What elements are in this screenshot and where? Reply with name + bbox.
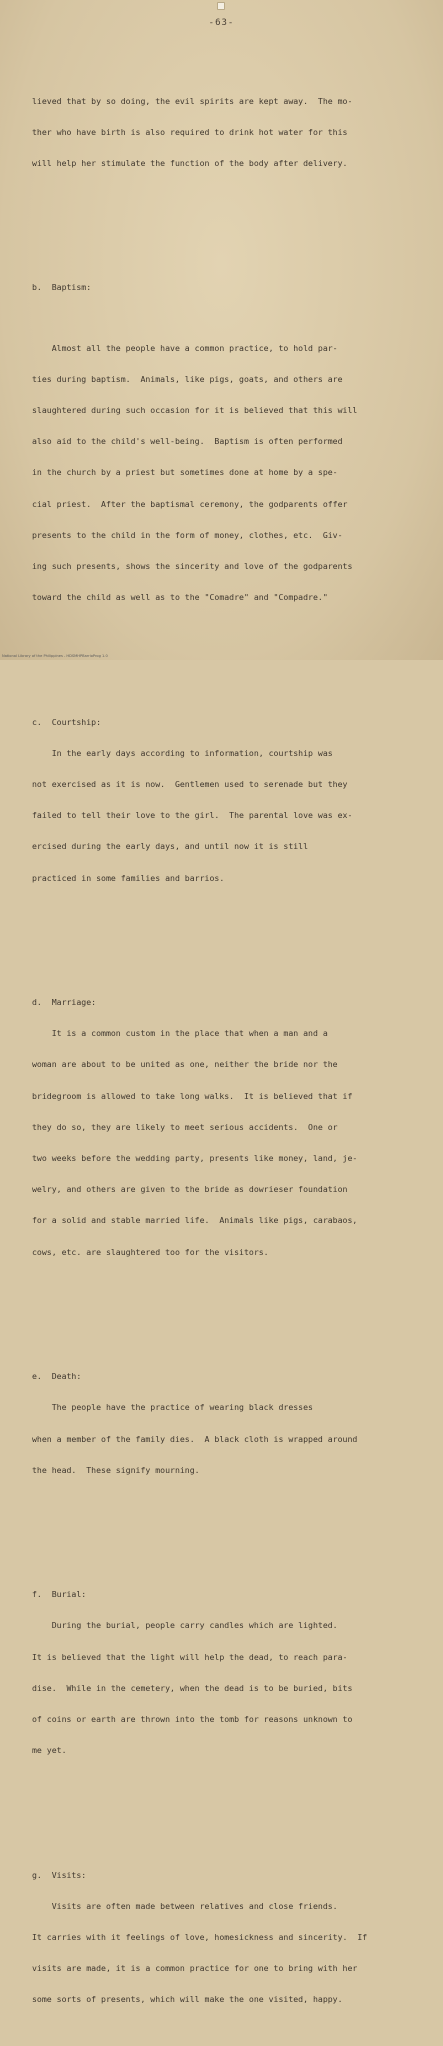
section-heading: d. Marriage: (32, 997, 97, 1008)
text-line: of coins or earth are thrown into the tomb for reasons unknown to (32, 1714, 353, 1724)
section-baptism (32, 262, 424, 624)
section-heading: c. Courtship: (32, 716, 102, 727)
text-line: Visits are often made between relatives and close friends. (32, 1900, 338, 1911)
text-line: ercised during the early days, and until now it is still (32, 841, 309, 852)
section-death (32, 1350, 424, 1496)
text-line: welry, and others are given to the bride as dowrieser foundation (32, 1184, 348, 1195)
binding-mark (217, 2, 225, 10)
text-line: for a solid and stable married life. Animals like pigs, carabaos, (32, 1215, 358, 1226)
text-line: two weeks before the wedding party, presents like money, land, je- (32, 1153, 358, 1164)
document-body (32, 54, 424, 2046)
text-line: slaughtered during such occasion for it is believed that this will (32, 404, 358, 415)
section-courtship (32, 696, 424, 904)
archive-footer: National Library of the Philippines - HDSMHPBarrioProg 1.0 (2, 654, 108, 658)
text-line: During the burial, people carry candles which are lighted. (32, 1620, 338, 1631)
text-line: toward the child as well as to the "Comadre" and "Compadre." (32, 592, 328, 603)
text-line: It carries with it feelings of love, homesickness and sincerity. If (32, 1932, 368, 1943)
text-line: some sorts of presents, which will make the one visited, happy. (32, 1994, 343, 2005)
text-line: Almost all the people have a common practice, to hold par- (32, 342, 338, 353)
text-line: me yet. (32, 1745, 67, 1756)
text-line: the head. These signify mourning. (32, 1464, 200, 1475)
text-line: cial priest. After the baptismal ceremony, the godparents offer (32, 498, 348, 509)
text-line: It is believed that the light will help the dead, to reach para- (32, 1651, 348, 1662)
text-line: The people have the practice of wearing black dresses (32, 1402, 313, 1413)
text-line: In the early days according to information, courtship was (32, 747, 333, 758)
text-line: lieved that by so doing, the evil spirits are kept away. The mo- (32, 95, 353, 106)
text-line: It is a common custom in the place that when a man and a (32, 1028, 328, 1039)
text-line: they do so, they are likely to meet serious accidents. One or (32, 1121, 338, 1132)
text-line: practiced in some families and barrios. (32, 872, 225, 883)
text-line: bridegroom is allowed to take long walks. It is believed that if (32, 1090, 353, 1101)
section-heading: f. Burial: (32, 1589, 87, 1600)
section-heading: e. Death: (32, 1371, 82, 1382)
text-line: failed to tell their love to the girl. The parental love was ex- (32, 810, 353, 821)
text-line: visits are made, it is a common practice for one to bring with her (32, 1963, 358, 1974)
text-line: woman are about to be united as one, neither the bride nor the (32, 1059, 338, 1070)
text-line: when a member of the family dies. A black cloth is wrapped around (32, 1433, 358, 1444)
text-line: will help her stimulate the function of the body after delivery. (32, 158, 348, 169)
section-heading: g. Visits: (32, 1869, 87, 1880)
text-line: ther who have birth is also required to drink hot water for this (32, 126, 348, 137)
section-heading: b. Baptism: (32, 282, 92, 293)
text-line: also aid to the child's well-being. Baptism is often performed (32, 436, 343, 447)
text-line: in the church by a priest but sometimes done at home by a spe- (32, 467, 338, 478)
text-line: presents to the child in the form of money, clothes, etc. Giv- (32, 529, 343, 540)
section-burial (32, 1568, 424, 1776)
text-line: not exercised as it is now. Gentlemen used to serenade but they (32, 778, 348, 789)
page-number: -63- (208, 18, 235, 28)
section-visits (32, 1849, 424, 2026)
text-line: ing such presents, shows the sincerity and love of the godparents (32, 560, 353, 571)
text-line: cows, etc. are slaughtered too for the visitors. (32, 1246, 269, 1257)
text-line: ties during baptism. Animals, like pigs, goats, and others are (32, 373, 343, 384)
section-marriage (32, 976, 424, 1278)
intro-paragraph (32, 75, 424, 189)
text-line: dise. While in the cemetery, when the dead is to be buried, bits (32, 1682, 353, 1693)
